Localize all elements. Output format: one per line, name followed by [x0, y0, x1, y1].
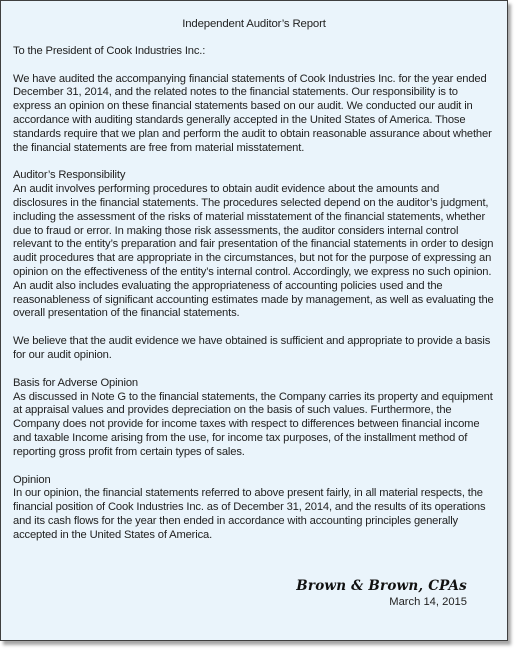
opinion-paragraph: In our opinion, the financial statements referred to above present fairly, in all material respects, the financial position of Cook Industries Inc. as of December 31, 2014, and the results of its operations and its cash flows for the year then ended in accordance with accounting principles generally accepted in the United States of America. [13, 487, 486, 541]
report-date: March 14, 2015 [389, 596, 467, 608]
intro-paragraph: We have audited the accompanying financial statements of Cook Industries Inc. for the year ended December 31, 2014, and the related notes to the financial statements. Our responsibility is to express an opinion on these financial statements based on our audit. We conducted our audit in accordance with auditing standards generally accepted in the United States of America. Those standards require that we plan and perform the audit to obtain reasonable assurance about whether the financial statements are free from material misstatement. [13, 72, 492, 154]
salutation: To the President of Cook Industries Inc.: [13, 44, 206, 57]
responsibility-heading: Auditor’s Responsibility [13, 169, 126, 182]
evidence-paragraph: We believe that the audit evidence we have obtained is sufficient and appropriate to provide a basis for our audit opinion. [13, 335, 491, 361]
basis-paragraph: As discussed in Note G to the financial statements, the Company carries its property and equipment at appraisal values and provides depreciation on the basis of such values. Furthermore, the Company does not provide for income taxes with respect to differences between financial income and taxable Income arising from the use, for income tax purposes, of the installment method of reporting gross profit from certain types of sales. [13, 390, 493, 458]
opinion-heading: Opinion [13, 473, 51, 486]
report-content [13, 18, 495, 557]
report-title: Independent Auditor’s Report [182, 18, 326, 30]
responsibility-paragraph: An audit involves performing procedures to obtain audit evidence about the amounts and disclosures in the financial statements. The procedures selected depend on the auditor’s judgment, including the assessment of the risks of material misstatement of the financial statements, whether due to fraud or error. In making those risk assessments, the auditor considers internal control relevant to the entity’s preparation and fair presentation of the financial statements in order to design audit procedures that are appropriate in the circumstances, but not for the purpose of expressing an opinion on the effectiveness of the entity’s internal control. Accordingly, we express no such opinion. An audit also includes evaluating the appropriateness of accounting policies used and the reasonableness of significant accounting estimates made by management, as well as evaluating the overall presentation of the financial statements. [13, 183, 494, 320]
basis-heading: Basis for Adverse Opinion [13, 376, 138, 389]
signature-block [296, 578, 467, 609]
signature: Brown & Brown, CPAs [296, 578, 467, 594]
